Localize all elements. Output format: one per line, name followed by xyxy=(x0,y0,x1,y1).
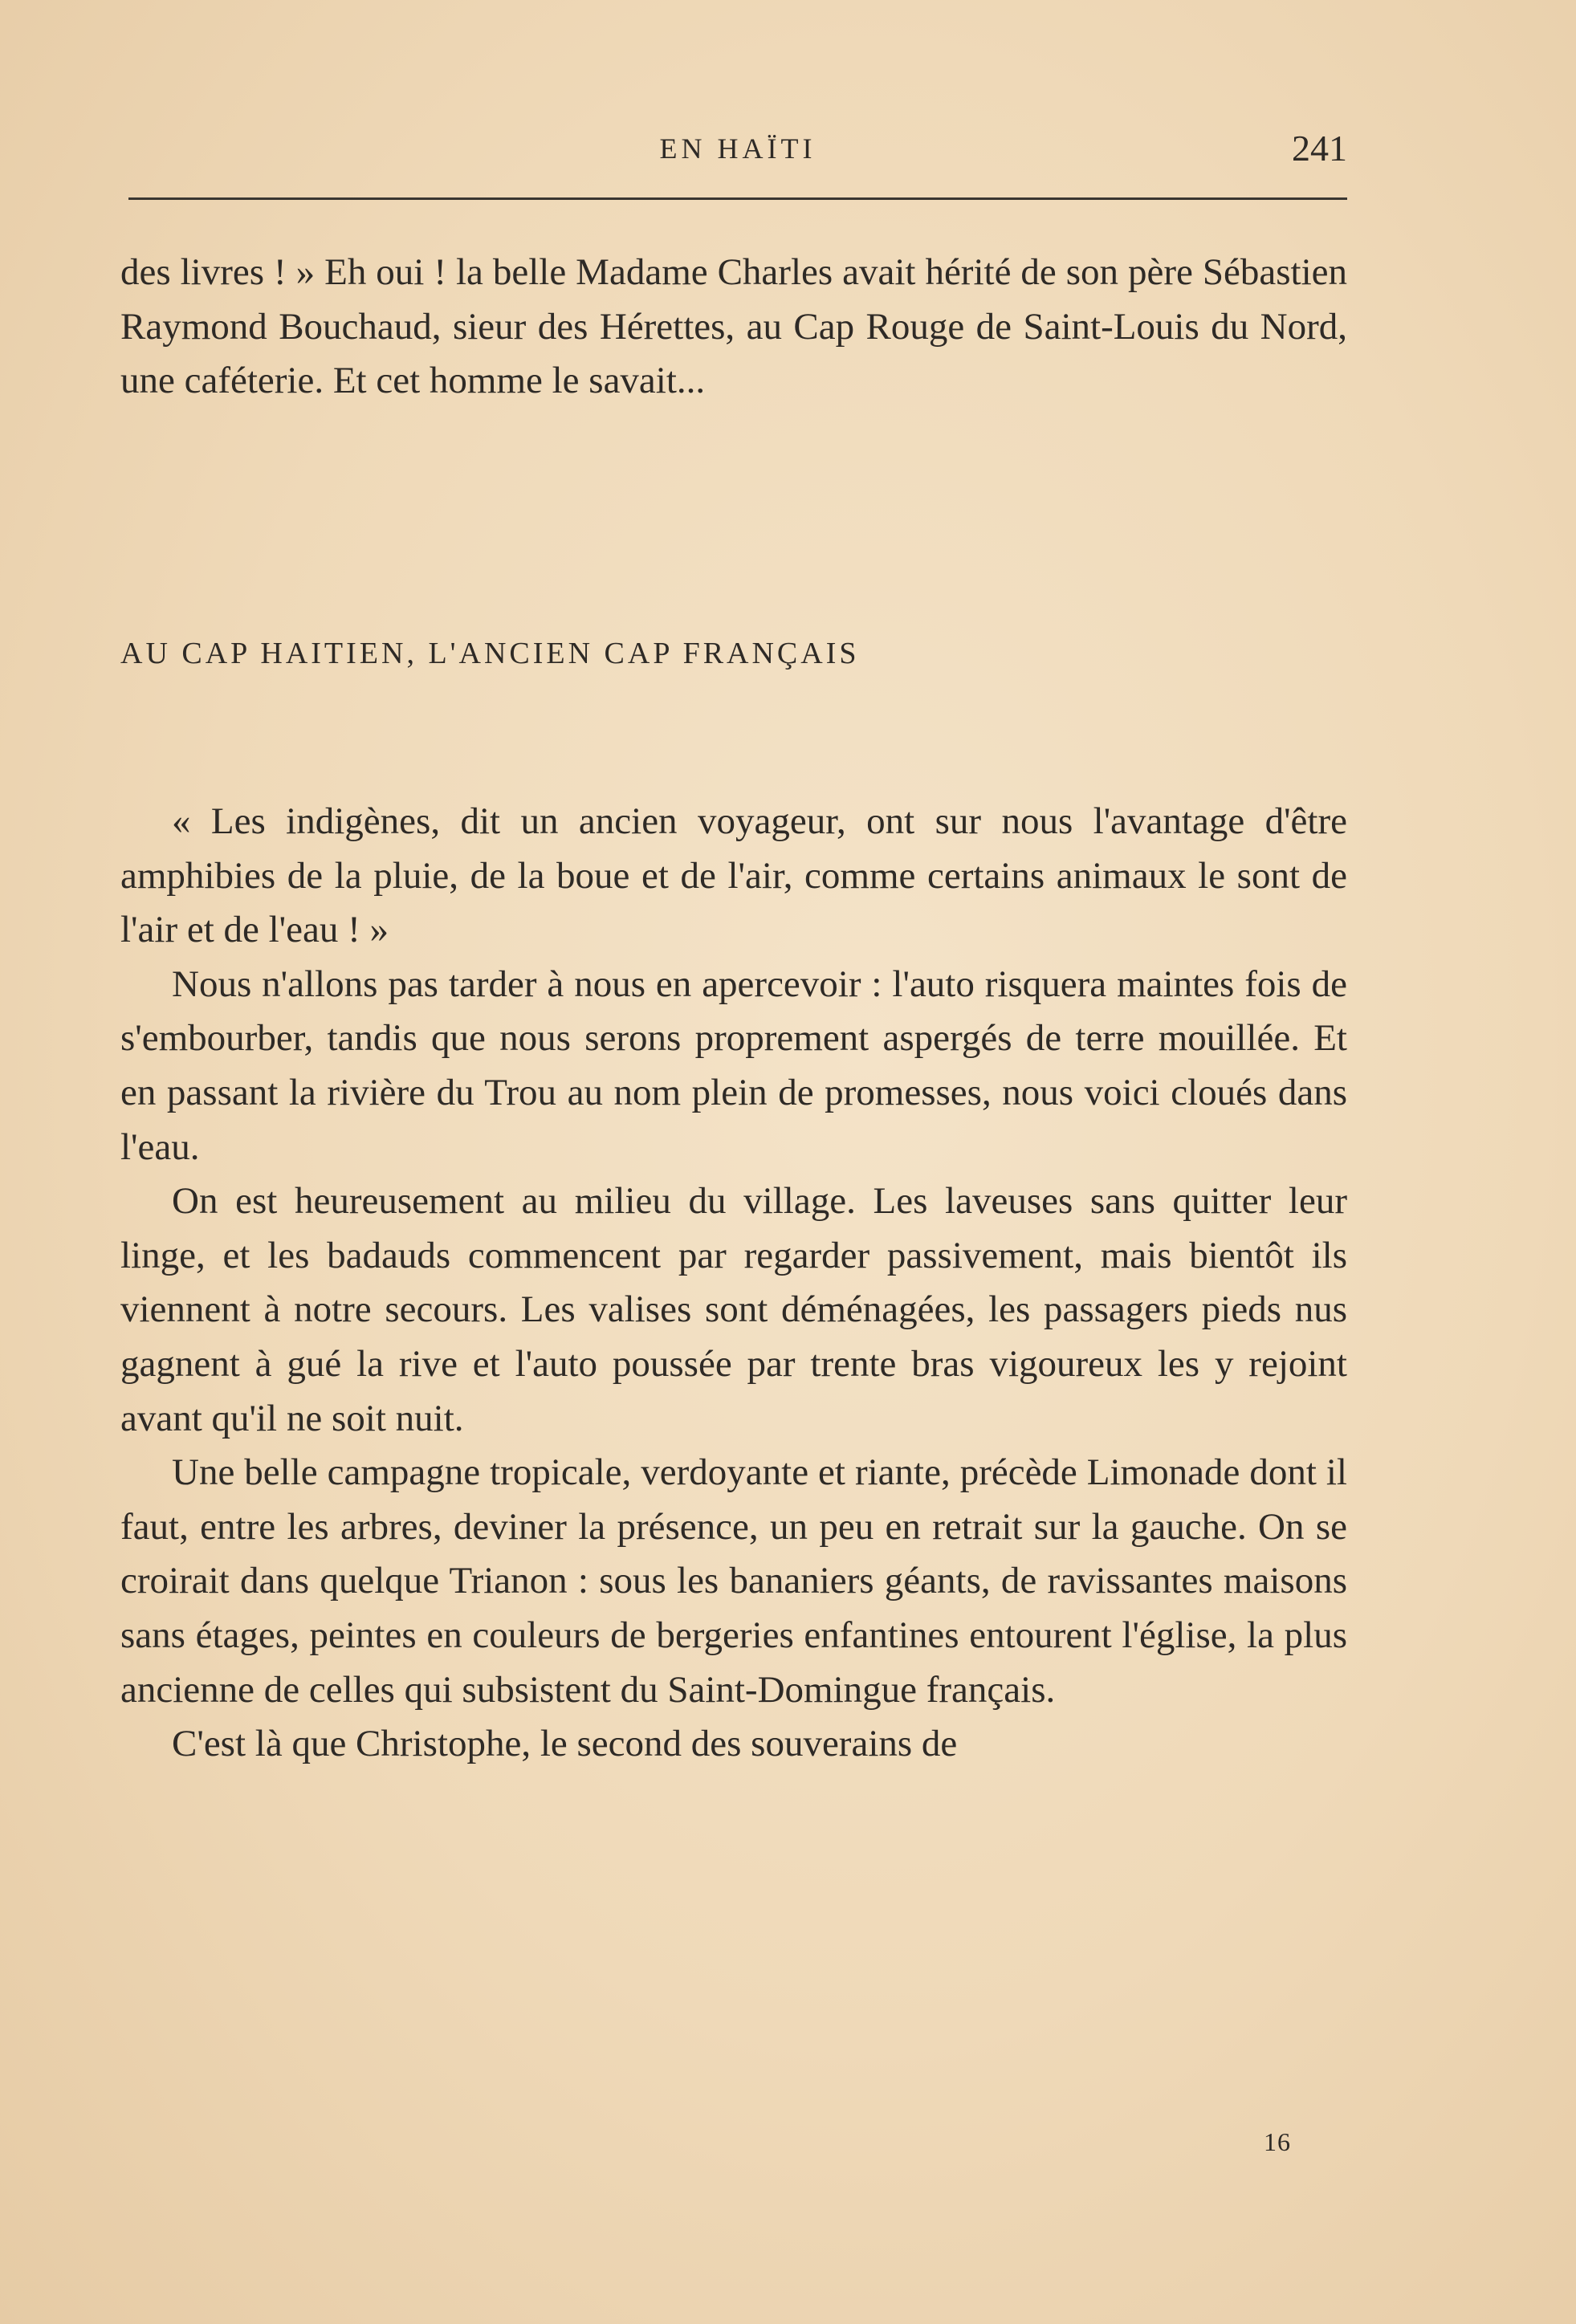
paragraph: On est heureusement au milieu du village. Les laveuses sans quitter leur linge, et les badauds commencent par regarder passivement, mais bientôt ils viennent à notre secours. Les valises sont déménagées, les passagers pieds nus gagnent à gué la rive et l'auto poussée par trente bras vigoureux les y rejoint avant qu'il ne soit nuit. xyxy=(120,1180,1347,1439)
running-title: EN HAÏTI xyxy=(659,132,817,165)
signature-mark: 16 xyxy=(1264,2127,1291,2156)
paragraph: « Les indigènes, dit un ancien voyageur, ont sur nous l'avantage d'être amphibies de la pluie, de la boue et de l'air, comme certains animaux le sont de l'air et de l'eau ! » xyxy=(120,800,1347,951)
running-head xyxy=(128,127,1347,175)
paragraph: Une belle campagne tropicale, verdoyante et riante, précède Limonade dont il faut, entre les arbres, deviner la présence, un peu en retrait sur la gauche. On se croirait dans quelque Trianon : sous les bananiers géants, de ravissantes maisons sans étages, peintes en couleurs de bergeries enfantines entourent l'église, la plus ancienne de celles qui subsistent du Saint-Domingue français. xyxy=(120,1451,1347,1711)
header-rule xyxy=(128,197,1347,200)
paragraph: Nous n'allons pas tarder à nous en apercevoir : l'auto risquera maintes fois de s'embourber, tandis que nous serons proprement aspergés de terre mouillée. Et en passant la rivière du Trou au nom plein de promesses, nous voici cloués dans l'eau. xyxy=(120,963,1347,1168)
body-text-top xyxy=(120,246,1347,409)
section-heading: AU CAP HAITIEN, L'ANCIEN CAP FRANÇAIS xyxy=(120,637,860,670)
body-text-main xyxy=(120,795,1347,1772)
paragraph: des livres ! » Eh oui ! la belle Madame Charles avait hérité de son père Sébastien Raymond Bouchaud, sieur des Hérettes, au Cap Rouge de Saint-Louis du Nord, une caféterie. Et cet homme le savait... xyxy=(120,251,1347,402)
paragraph: C'est là que Christophe, le second des souverains de xyxy=(172,1723,958,1765)
page-number: 241 xyxy=(1292,128,1347,169)
